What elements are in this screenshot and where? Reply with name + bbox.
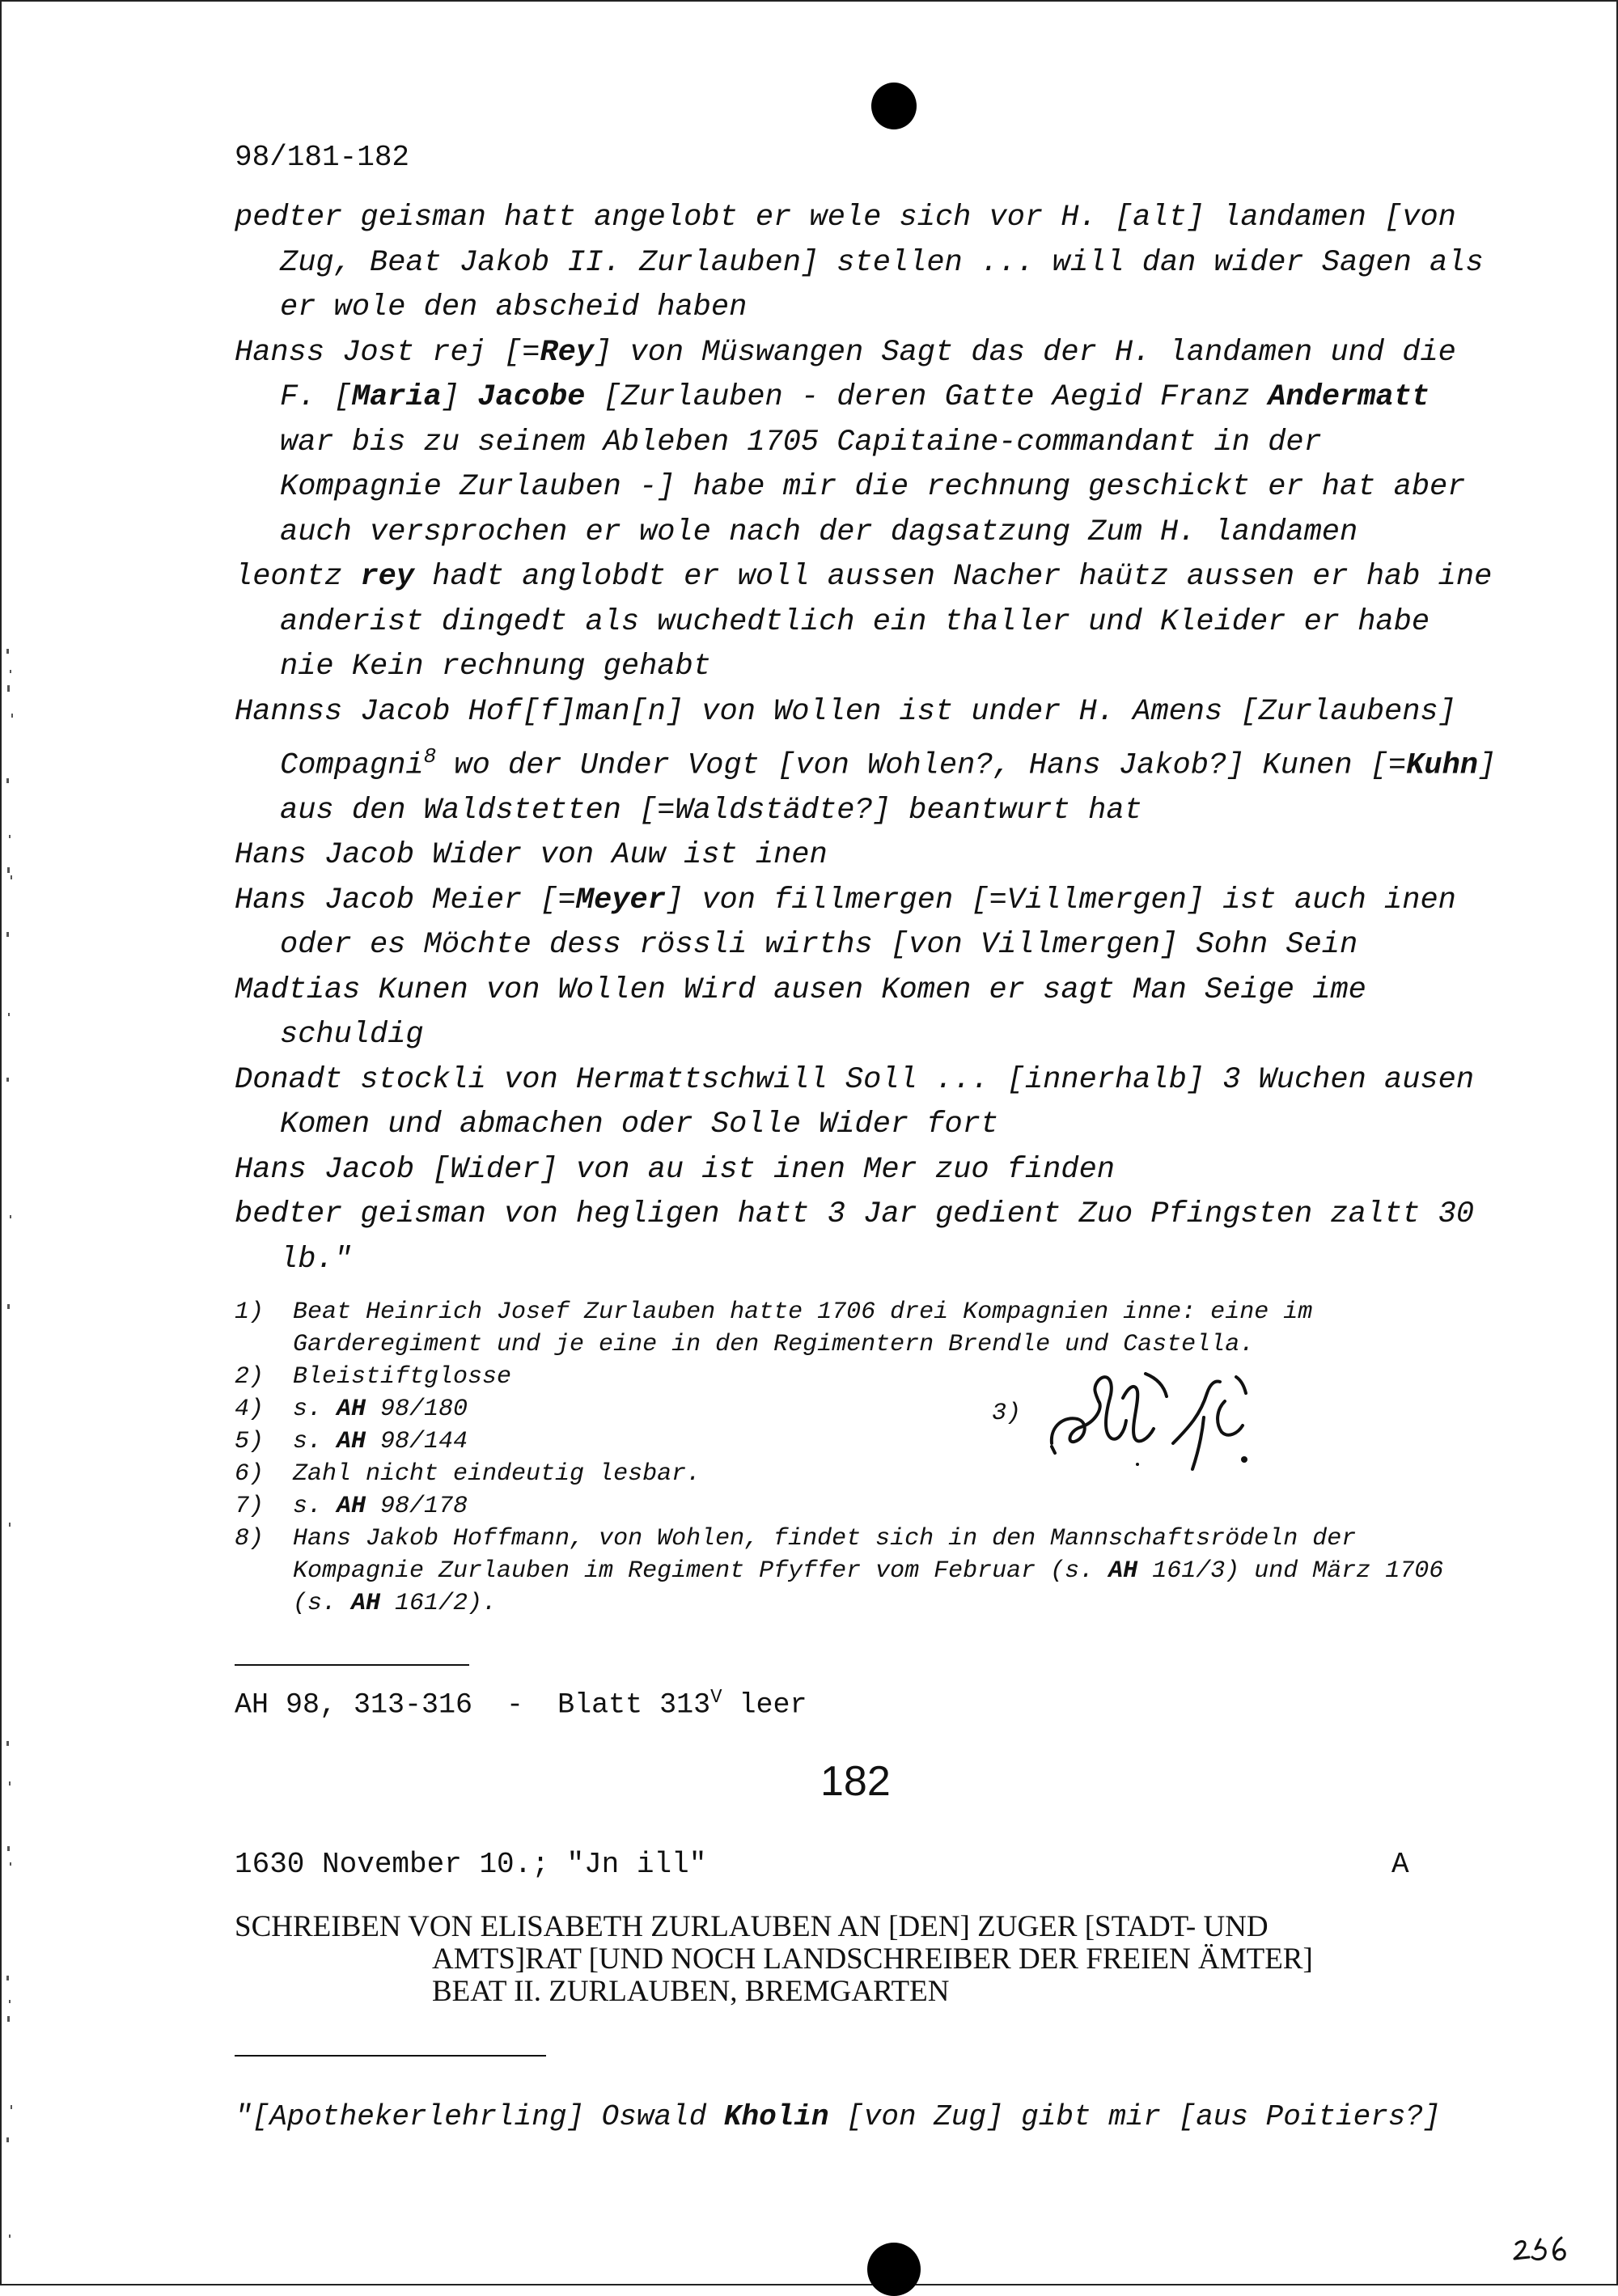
entry [235, 833, 1497, 879]
footnote-number: 2) [235, 1363, 265, 1391]
footnote [235, 1393, 1497, 1425]
text-run: Hans Jacob Wider von Auw ist inen [235, 838, 828, 873]
superscript: V [710, 1687, 722, 1709]
text-run: Hanss Jost rej [= [235, 335, 540, 370]
emphasized-name: Kuhn [1406, 748, 1479, 783]
emphasized-name: rey [360, 560, 415, 594]
footnote-text [293, 1296, 1497, 1361]
footnote-text [293, 1425, 1497, 1458]
entry [235, 879, 1497, 968]
title-line: BEAT II. ZURLAUBEN, BREMGARTEN [432, 1975, 950, 2008]
entry [235, 968, 1497, 1058]
text-run: ] von fillmergen [=Villmergen] ist auch inen oder es Möchte dess rössli wirths [von Villmergen] Sohn Sein [280, 883, 1456, 963]
footnote-marker: 8 [423, 744, 437, 769]
footnote-text [293, 1490, 1497, 1523]
footnote-text [293, 1393, 1497, 1425]
entry [235, 196, 1497, 331]
archive-reference [235, 1687, 807, 1722]
emphasized-name: Jacobe [477, 380, 586, 414]
text-run: s. [293, 1493, 337, 1520]
entry [235, 690, 1497, 834]
text-run: ] aus den Waldstetten [=Waldstädte?] beantwurt hat [280, 748, 1497, 828]
text-run: s. [293, 1428, 337, 1455]
entry [235, 1148, 1497, 1193]
signature-sketch [1045, 1369, 1280, 1482]
text-run: wo der Under Vogt [von Wohlen?, Hans Jakob?] Kunen [= [436, 748, 1407, 783]
text-run: "[Apothekerlehrling] Oswald [235, 2100, 724, 2133]
text-run: hadt anglobdt er woll aussen Nacher haütz aussen er hab ine anderist dingedt als wuchedtlich ein thaller und Kleider er habe nie Kein rechnung gehabt [280, 560, 1493, 684]
footnote-number: 1) [235, 1298, 265, 1326]
quote-line [235, 2100, 1441, 2133]
emphasized-name: Kholin [723, 2100, 829, 2133]
footnote-text [293, 1361, 1497, 1393]
footnote-number: 4) [235, 1396, 265, 1423]
footnote-number: 6) [235, 1460, 265, 1488]
transcription-body [235, 196, 1497, 1282]
entry [235, 1192, 1497, 1282]
archive-reference-text: AH 98, 313-316 - Blatt 313 [235, 1688, 711, 1722]
emphasized-name: AH [337, 1493, 366, 1520]
text-run: 161/3) und März 1706 (s. [293, 1557, 1444, 1617]
text-run: [von Zug] gibt mir [aus Poitiers?] [828, 2100, 1441, 2133]
text-run: [Zurlauben - deren Gatte Aegid Franz [585, 380, 1269, 414]
entry [235, 555, 1497, 690]
footnote-number: 5) [235, 1428, 265, 1455]
text-run: ] [441, 380, 478, 414]
footnote-text [293, 1523, 1497, 1620]
entry [235, 1058, 1497, 1148]
title-line: AMTS]RAT [UND NOCH LANDSCHREIBER DER FREIEN ÄMTER] [432, 1942, 1313, 1976]
scan-edge-specks [2, 2, 34, 2287]
emphasized-name: AH [1108, 1557, 1138, 1585]
document-date: 1630 November 10.; "Jn ill" [235, 1848, 707, 1881]
footnote [235, 1361, 1497, 1393]
text-run: s. [293, 1396, 337, 1423]
emphasized-name: AH [337, 1428, 366, 1455]
document-title [235, 1911, 1432, 2008]
text-run: Donadt stockli von Hermattschwill Soll ... [innerhalb] 3 Wuchen ausen Komen und abmachen oder Solle Wider fort [235, 1062, 1475, 1142]
text-run: Hannss Jacob Hof[f]man[n] von Wollen ist under H. Amens [Zurlaubens] Compagni [235, 694, 1456, 783]
emphasized-name: Rey [540, 335, 595, 370]
text-run: Bleistiftglosse [293, 1363, 512, 1391]
footnote-number: 7) [235, 1493, 265, 1520]
text-run: Hans Jacob [Wider] von au ist inen Mer zuo finden [235, 1152, 1115, 1187]
text-run: leontz [235, 560, 361, 594]
text-run: 98/180 [366, 1396, 468, 1423]
footnote [235, 1296, 1497, 1361]
punch-hole-top [871, 83, 917, 129]
document-letter: A [1391, 1848, 1409, 1881]
text-run: war bis zu seinem Ableben 1705 Capitaine-commandant in der Kompagnie Zurlauben -] habe mir die rechnung geschickt er hat aber auch versprochen er wole nach der dagsatzung Zum H. landamen [280, 425, 1466, 549]
footnote [235, 1458, 1497, 1490]
text-run: Hans Jakob Hoffmann, von Wohlen, findet sich in den Mannschaftsrödeln der Kompagnie Zurlauben im Regiment Pfyffer vom Februar (s. [293, 1525, 1357, 1585]
emphasized-name: Maria [351, 380, 442, 414]
text-run: pedter geisman hatt angelobt er wele sich vor H. [alt] landamen [von Zug, Beat Jakob II. Zurlauben] stellen ... will dan wider Sagen als er wole den abscheid haben [235, 201, 1484, 324]
text-run: 98/178 [366, 1493, 468, 1520]
text-run: bedter geisman von hegligen hatt 3 Jar gedient Zuo Pfingsten zaltt 30 lb." [235, 1197, 1475, 1277]
text-run: Madtias Kunen von Wollen Wird ausen Komen er sagt Man Seige ime schuldig [235, 972, 1366, 1053]
separator-rule [235, 2055, 546, 2057]
emphasized-name: AH [351, 1590, 381, 1617]
text-run: Hans Jacob Meier [= [235, 883, 576, 917]
handwritten-page-number [1510, 2233, 1574, 2265]
emphasized-name: Meyer [575, 883, 666, 917]
separator-rule [235, 1664, 469, 1666]
footnotes [235, 1296, 1497, 1620]
emphasized-name: AH [337, 1396, 366, 1423]
text-run: ] von Müswangen Sagt das der H. landamen und die F. [ [280, 335, 1456, 414]
footnote [235, 1425, 1497, 1458]
emphasized-name: Andermatt [1268, 380, 1430, 414]
footnote [235, 1523, 1497, 1620]
footnote-3-label: 3) [992, 1400, 1022, 1427]
punch-hole-bottom [867, 2243, 921, 2296]
title-line: SCHREIBEN VON ELISABETH ZURLAUBEN AN [DEN] ZUGER [STADT- UND [235, 1910, 1269, 1943]
text-run: Zahl nicht eindeutig lesbar. [293, 1460, 701, 1488]
text-run: 98/144 [366, 1428, 468, 1455]
document-reference: 98/181-182 [235, 141, 410, 174]
document-number: 182 [820, 1758, 891, 1805]
entry [235, 331, 1497, 556]
footnote-text [293, 1458, 1497, 1490]
footnote [235, 1490, 1497, 1523]
text-run: 161/2). [380, 1590, 498, 1617]
archive-reference-suffix: leer [722, 1688, 807, 1722]
footnote-number: 8) [235, 1525, 265, 1553]
text-run: Beat Heinrich Josef Zurlauben hatte 1706 drei Kompagnien inne: eine im Garderegiment und je eine in den Regimentern Brendle und Castella. [293, 1298, 1313, 1358]
